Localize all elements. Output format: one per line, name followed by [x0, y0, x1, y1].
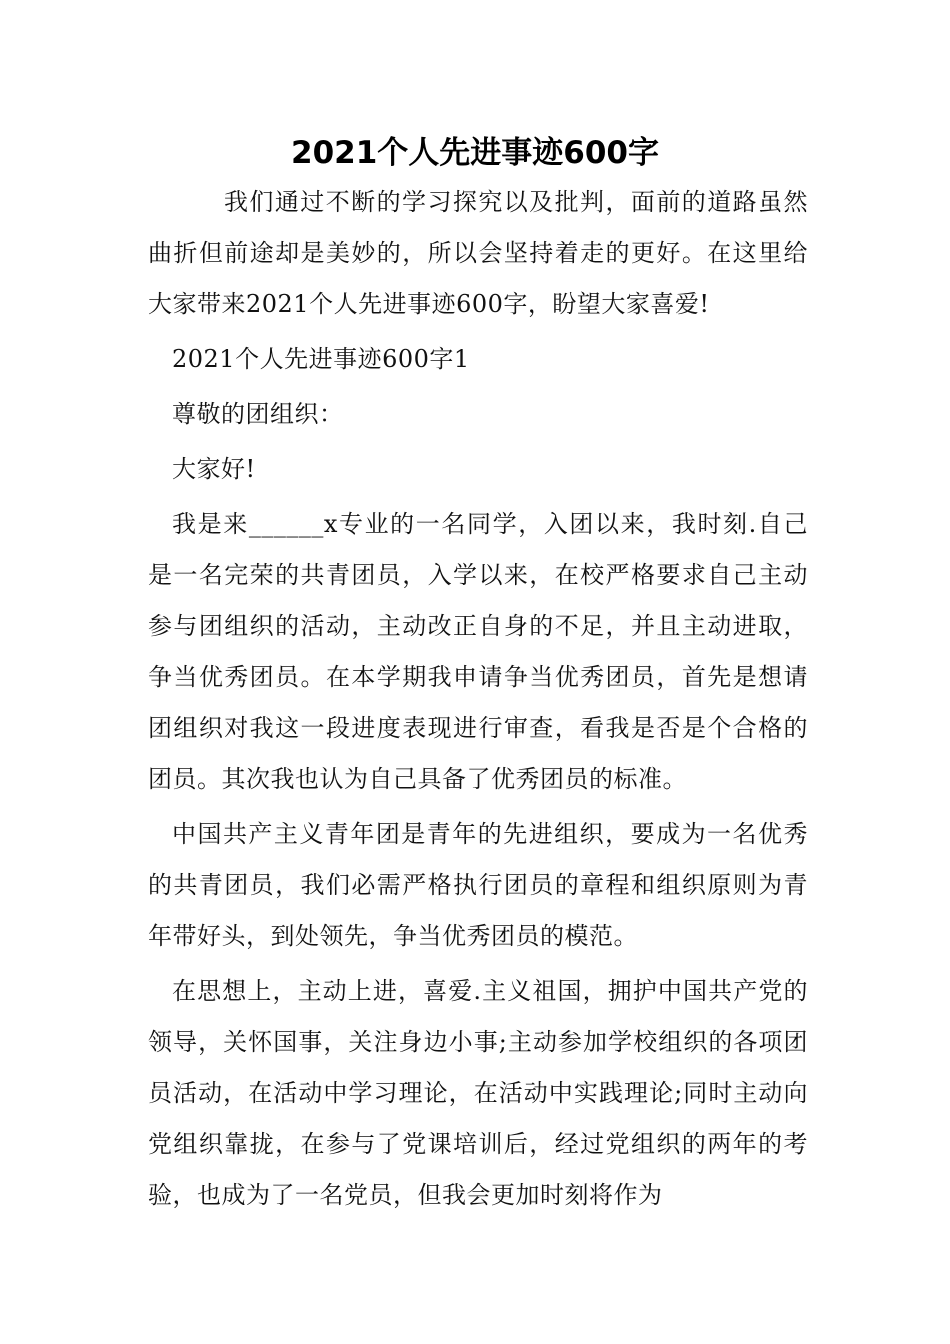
greeting: 大家好!: [172, 455, 256, 483]
intro-paragraph: 我们通过不断的学习探究以及批判，面前的道路虽然曲折但前途却是美妙的，所以会坚持着走的更好。在这里给大家带来2021个人先进事迹600字，盼望大家喜爱!: [148, 188, 808, 318]
document-body: [148, 177, 808, 1225]
salutation: 尊敬的团组织：: [172, 400, 344, 428]
body-paragraph: 中国共产主义青年团是青年的先进组织，要成为一名优秀的共青团员，我们必需严格执行团员的章程和组织原则为青年带好头，到处领先，争当优秀团员的模范。: [148, 820, 808, 950]
body-paragraph: 我是来______x专业的一名同学，入团以来，我时刻.自己是一名完荣的共青团员，入学以来，在校严格要求自己主动参与团组织的活动，主动改正自身的不足，并且主动进取，争当优秀团员。在本学期我申请争当优秀团员，首先是想请团组织对我这一段进度表现进行审查，看我是否是个合格的团员。其次我也认为自己具备了优秀团员的标准。: [148, 510, 808, 793]
section-heading: 2021个人先进事迹600字1: [172, 345, 470, 373]
document-title: 2021个人先进事迹600字: [291, 135, 659, 171]
body-paragraph: 在思想上，主动上进，喜爱.主义祖国，拥护中国共产党的领导，关怀国事，关注身边小事;主动参加学校组织的各项团员活动，在活动中学习理论，在活动中实践理论;同时主动向党组织靠拢，在参与了党课培训后，经过党组织的两年的考验，也成为了一名党员，但我会更加时刻将作为: [148, 977, 808, 1209]
